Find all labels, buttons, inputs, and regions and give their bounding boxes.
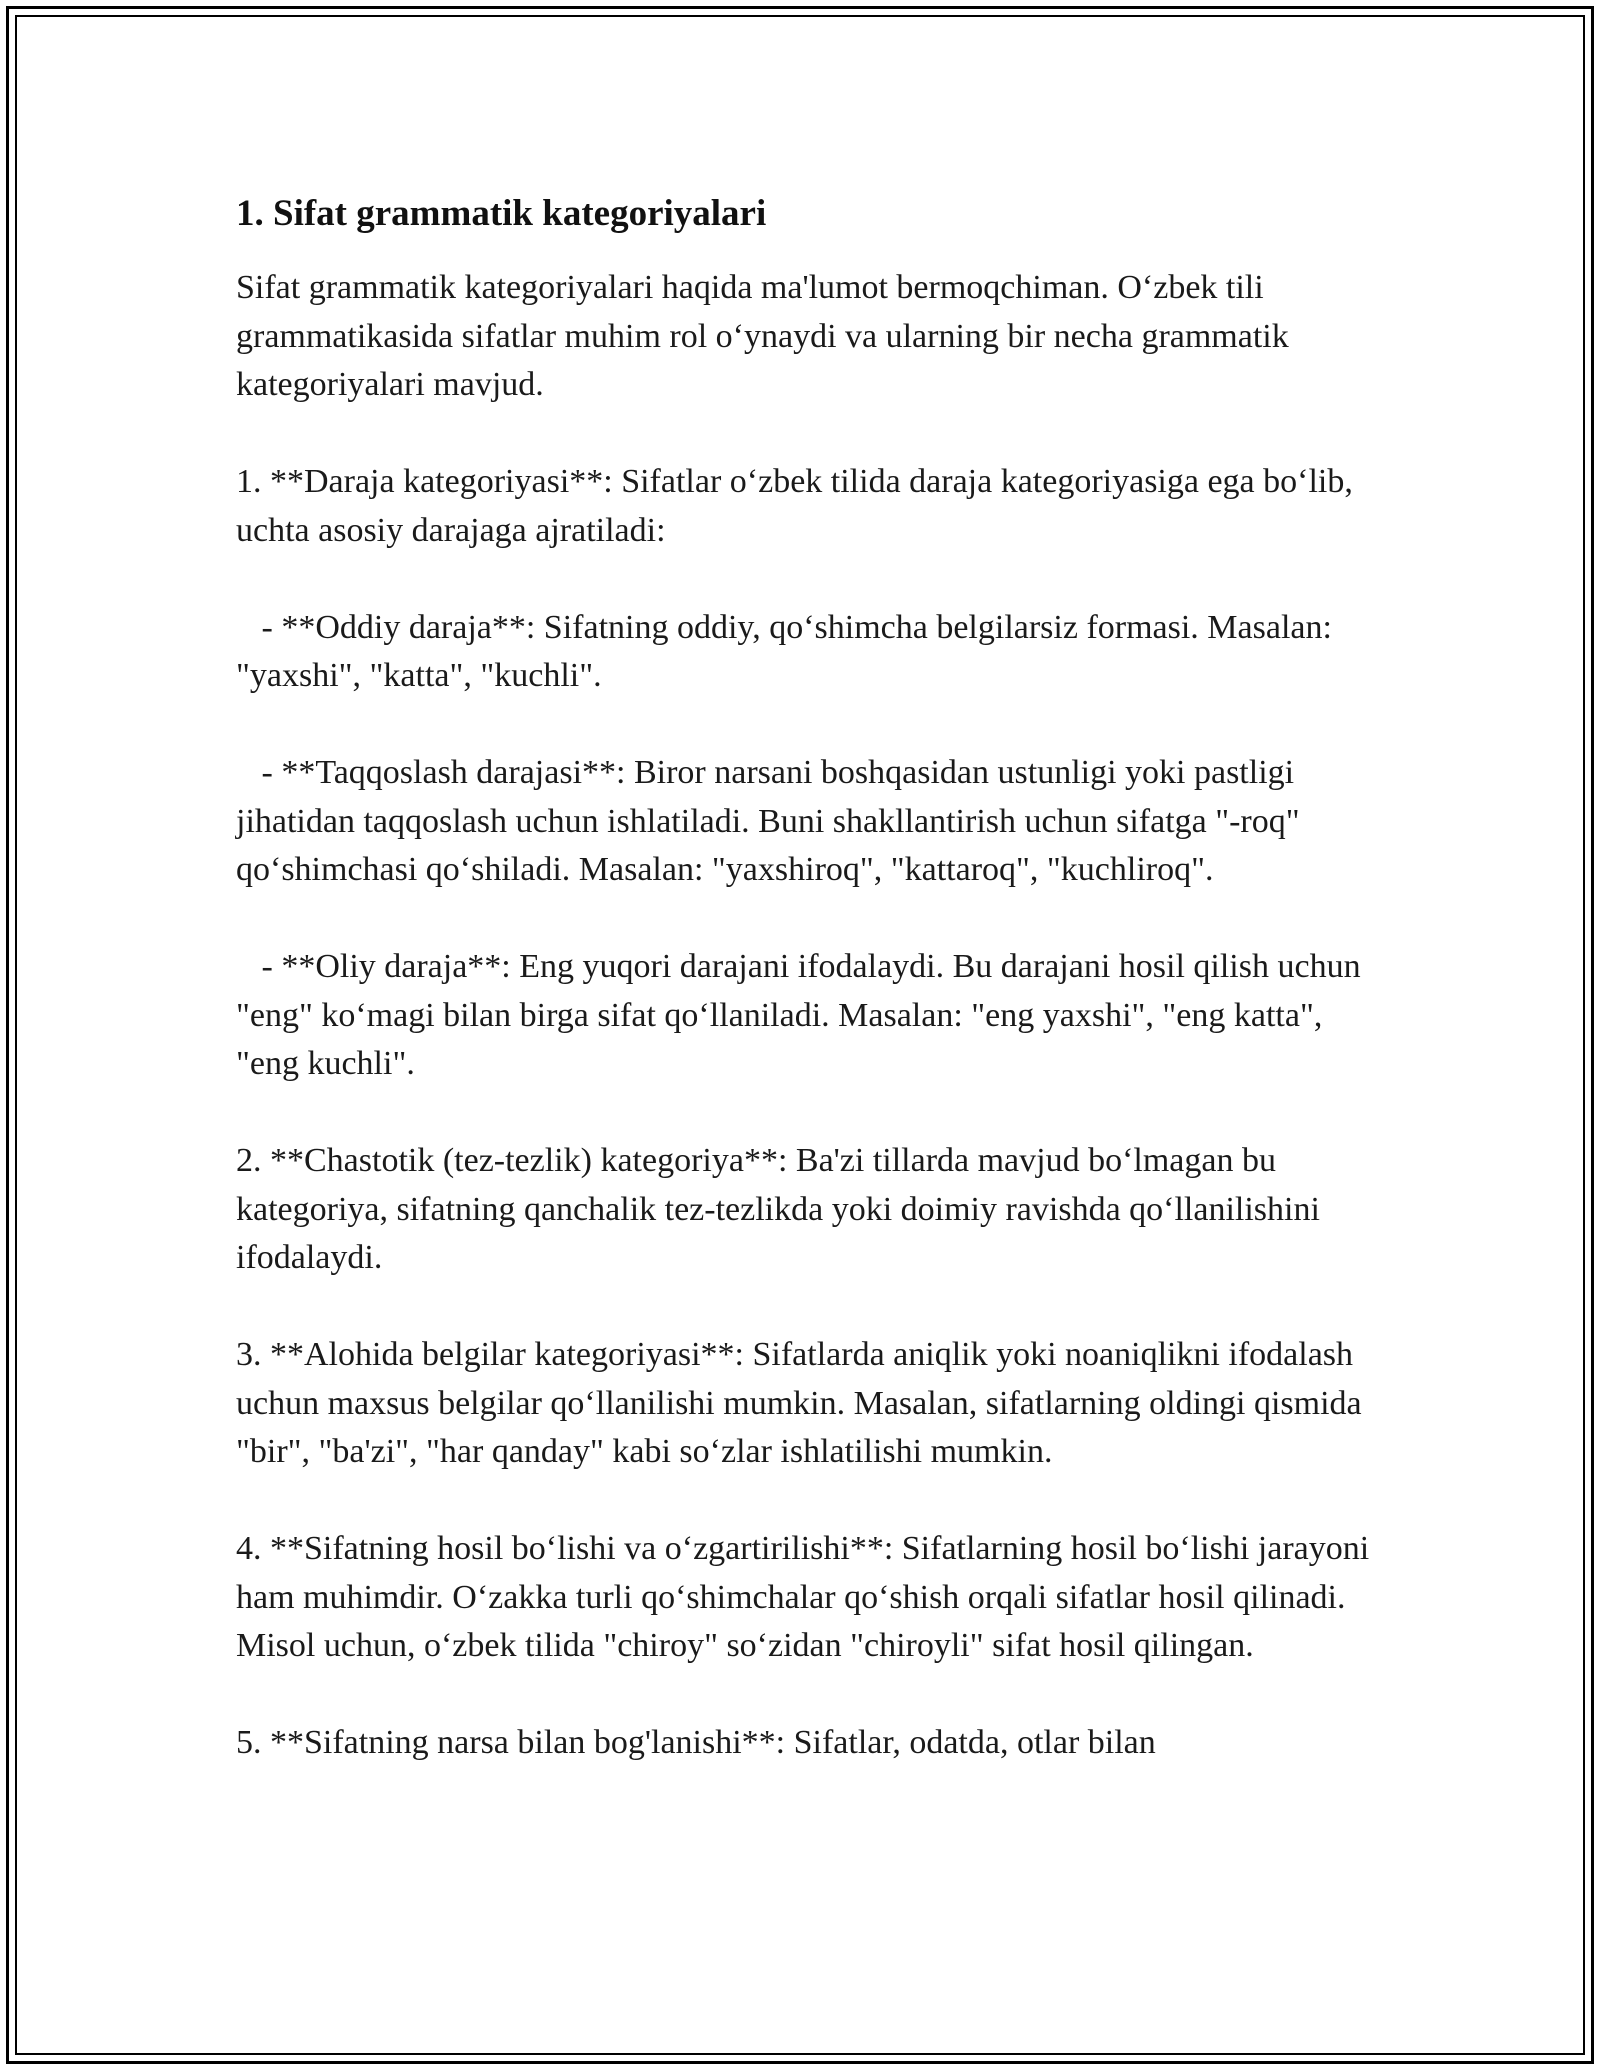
paragraph-degree-category: 1. **Daraja kategoriyasi**: Sifatlar o‘zbek tilida daraja kategoriyasiga ega bo‘lib, uchta asosiy darajaga ajratiladi:	[236, 463, 1362, 549]
paragraph-comparative-degree: - **Taqqoslash darajasi**: Biror narsani boshqasidan ustunligi yoki pastligi jihatidan taqqoslash uchun ishlatiladi. Buni shakllantirish uchun sifatga "-roq" qo‘shimchasi qo‘shiladi. Masalan: "yaxshiroq", "kattaroq", "kuchliroq".	[236, 754, 1309, 888]
paragraph-simple-degree: - **Oddiy daraja**: Sifatning oddiy, qo‘shimcha belgilarsiz formasi. Masalan: "yaxshi", "katta", "kuchli".	[236, 608, 1341, 694]
paragraph-formation: 4. **Sifatning hosil bo‘lishi va o‘zgartirilishi**: Sifatlarning hosil bo‘lishi jarayoni ham muhimdir. O‘zakka turli qo‘shimchalar qo‘shish orqali sifatlar hosil qilinadi. Misol uchun, o‘zbek tilida "chiroy" so‘zidan "chiroyli" sifat hosil qilingan.	[236, 1530, 1378, 1664]
paragraph-noun-connection: 5. **Sifatning narsa bilan bog'lanishi**: Sifatlar, odatda, otlar bilan	[236, 1724, 1156, 1761]
document-title: 1. Sifat grammatik kategoriyalari	[236, 193, 767, 234]
paragraph-frequency-category: 2. **Chastotik (tez-tezlik) kategoriya**: Ba'zi tillarda mavjud bo‘lmagan bu kategoriya, sifatning qanchalik tez-tezlikda yoki doimiy ravishda qo‘llanilishini ifodalaydi.	[236, 1142, 1329, 1276]
paragraph-superlative-degree: - **Oliy daraja**: Eng yuqori darajani ifodalaydi. Bu darajani hosil qilish uchun "eng" ko‘magi bilan birga sifat qo‘llaniladi. Masalan: "eng yaxshi", "eng katta", "eng kuchli".	[236, 948, 1370, 1082]
paragraph-special-markers-category: 3. **Alohida belgilar kategoriyasi**: Sifatlarda aniqlik yoki noaniqlikni ifodalash uchun maxsus belgilar qo‘llanilishi mumkin. Masalan, sifatlarning oldingi qismida "bir", "ba'zi", "har qanday" kabi so‘zlar ishlatilishi mumkin.	[236, 1336, 1371, 1470]
paragraph-intro: Sifat grammatik kategoriyalari haqida ma'lumot bermoqchiman. O‘zbek tili grammatikasida sifatlar muhim rol o‘ynaydi va ularning bir necha grammatik kategoriyalari mavjud.	[236, 269, 1298, 403]
document-body	[236, 186, 1376, 1816]
